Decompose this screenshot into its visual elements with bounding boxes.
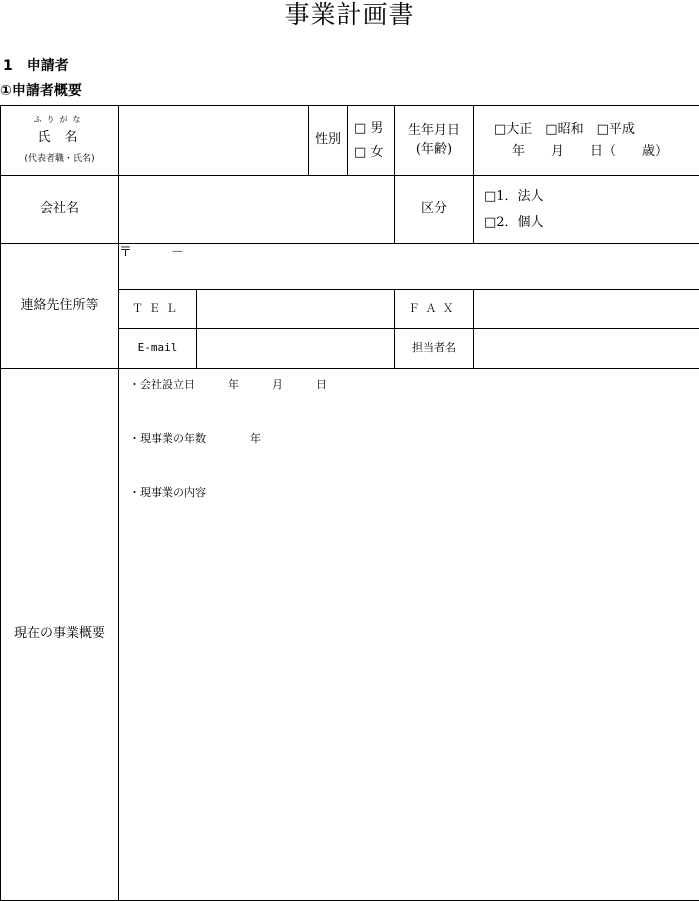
- fax-label: ＦＡＸ: [408, 301, 460, 315]
- section-heading: 1 申請者: [3, 58, 69, 74]
- era-options[interactable]: □大正 □昭和 □平成: [494, 121, 635, 137]
- name-input-cell[interactable]: [119, 106, 309, 176]
- applicant-form-table: [0, 105, 699, 901]
- established-date-line: ・会社設立日 年 月 日: [129, 378, 327, 391]
- gender-label: 性別: [309, 106, 348, 176]
- contact-label: 連絡先住所等: [1, 244, 119, 369]
- business-overview-label: 現在の事業概要: [1, 369, 119, 901]
- birth-date-line: 年 月 日（ 歳）: [512, 143, 669, 159]
- document-title: 事業計画書: [284, 0, 415, 29]
- furigana-label: ふりがな: [33, 115, 86, 124]
- tel-input-cell[interactable]: [197, 290, 395, 329]
- gender-male-checkbox[interactable]: □ 男: [354, 120, 384, 136]
- business-content-line: ・現事業の内容: [129, 486, 206, 499]
- name-label-cell: [1, 106, 119, 176]
- email-label-cell: [119, 329, 197, 369]
- entity-type-options-cell[interactable]: [474, 176, 699, 244]
- tel-label: ＴＥＬ: [132, 301, 183, 315]
- entity-type-label: 区分: [395, 176, 474, 244]
- entity-type-individual-checkbox[interactable]: □2．個人: [484, 214, 544, 230]
- business-overview-input-cell[interactable]: [119, 369, 699, 901]
- representative-note: (代表者職・氏名): [24, 154, 95, 164]
- email-label: E-mail: [137, 341, 178, 355]
- person-in-charge-label-cell: [395, 329, 474, 369]
- tel-label-cell: [119, 290, 197, 329]
- person-in-charge-label: 担当者名: [412, 341, 456, 355]
- entity-type-corporation-checkbox[interactable]: □1．法人: [484, 188, 544, 204]
- person-in-charge-input-cell[interactable]: [474, 329, 699, 369]
- birth-label-cell: [395, 106, 474, 176]
- address-input-cell[interactable]: 〒 －: [119, 244, 699, 290]
- fax-label-cell: [395, 290, 474, 329]
- gender-female-checkbox[interactable]: □ 女: [354, 144, 384, 160]
- years-in-business-line: ・現事業の年数 年: [129, 432, 261, 445]
- age-label: (年齢): [415, 141, 453, 157]
- fax-input-cell[interactable]: [474, 290, 699, 329]
- company-label: 会社名: [1, 176, 119, 244]
- company-input-cell[interactable]: [119, 176, 395, 244]
- name-label: 氏名: [37, 130, 92, 145]
- gender-options-cell[interactable]: [348, 106, 395, 176]
- birth-date-label: 生年月日: [407, 123, 460, 139]
- email-input-cell[interactable]: [197, 329, 395, 369]
- sub-heading: ①申請者概要: [0, 83, 82, 99]
- birth-input-cell[interactable]: [474, 106, 699, 176]
